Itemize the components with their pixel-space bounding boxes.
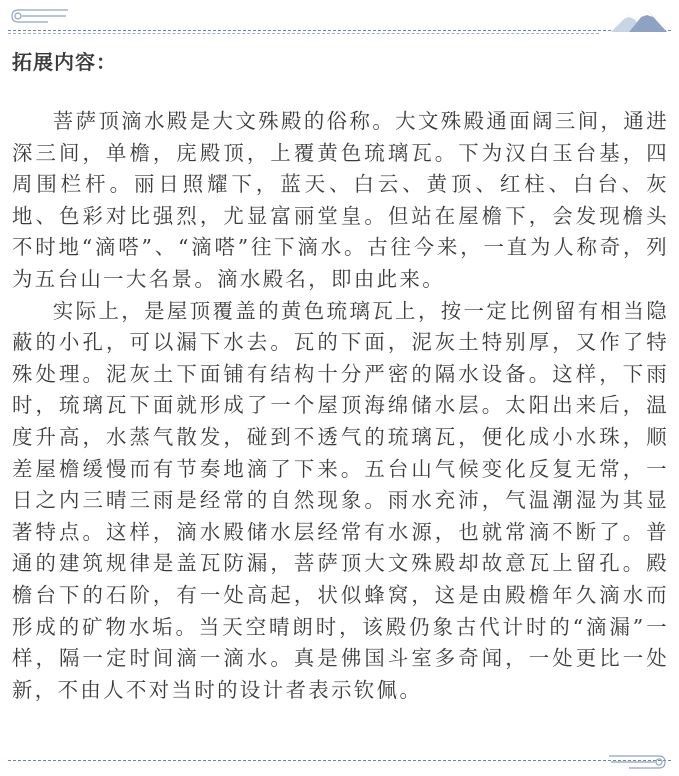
top-divider-secondary bbox=[8, 33, 599, 34]
scroll-ornament-icon bbox=[8, 6, 78, 26]
scroll-ornament-icon bbox=[599, 752, 669, 772]
paragraph: 菩萨顶滴水殿是大文殊殿的俗称。大文殊殿通面阔三间，通进深三间，单檐，庑殿顶，上覆黄色琉璃瓦。下为汉白玉台基，四周围栏杆。丽日照耀下，蓝天、白云、黄顶、红柱、白台、灰地、色彩对比强烈，尤显富丽堂皇。但站在屋檐下，会发现檐头不时地“滴嗒”、“滴嗒”往下滴水。古往今来，一直为人称奇，列为五台山一大名景。滴水殿名，即由此来。 bbox=[12, 109, 669, 291]
paragraph: 实际上，是屋顶覆盖的黄色琉璃瓦上，按一定比例留有相当隐蔽的小孔，可以漏下水去。瓦的下面，泥灰土特别厚，又作了特殊处理。泥灰土下面铺有结构十分严密的隔水设备。这样，下雨时，琉璃瓦下面就形成了一个屋顶海绵储水层。太阳出来后，温度升高，水蒸气散发，碰到不透气的琉璃瓦，便化成小水珠，顺差屋檐缓慢而有节奏地滴了下来。五台山气候变化反复无常，一日之内三晴三雨是经常的自然现象。雨水充沛，气温潮湿为其显著特点。这样，滴水殿储水层经常有水源，也就常滴不断了。普通的建筑规律是盖瓦防漏，菩萨顶大文殊殿却故意瓦上留孔。殿檐台下的石阶，有一处高起，状似蜂窝，这是由殿檐年久滴水而形成的矿物水垢。当天空晴朗时，该殿仍象古代计时的“滴漏”一样，隔一定时间滴一滴水。真是佛国斗室多奇闻，一处更比一处新，不由人不对当时的设计者表示钦佩。 bbox=[12, 298, 669, 702]
top-divider bbox=[8, 30, 671, 31]
section-heading: 拓展内容： bbox=[12, 50, 117, 74]
mountain-ornament-icon bbox=[609, 6, 669, 34]
article-body bbox=[12, 106, 669, 706]
bottom-divider bbox=[8, 760, 671, 761]
